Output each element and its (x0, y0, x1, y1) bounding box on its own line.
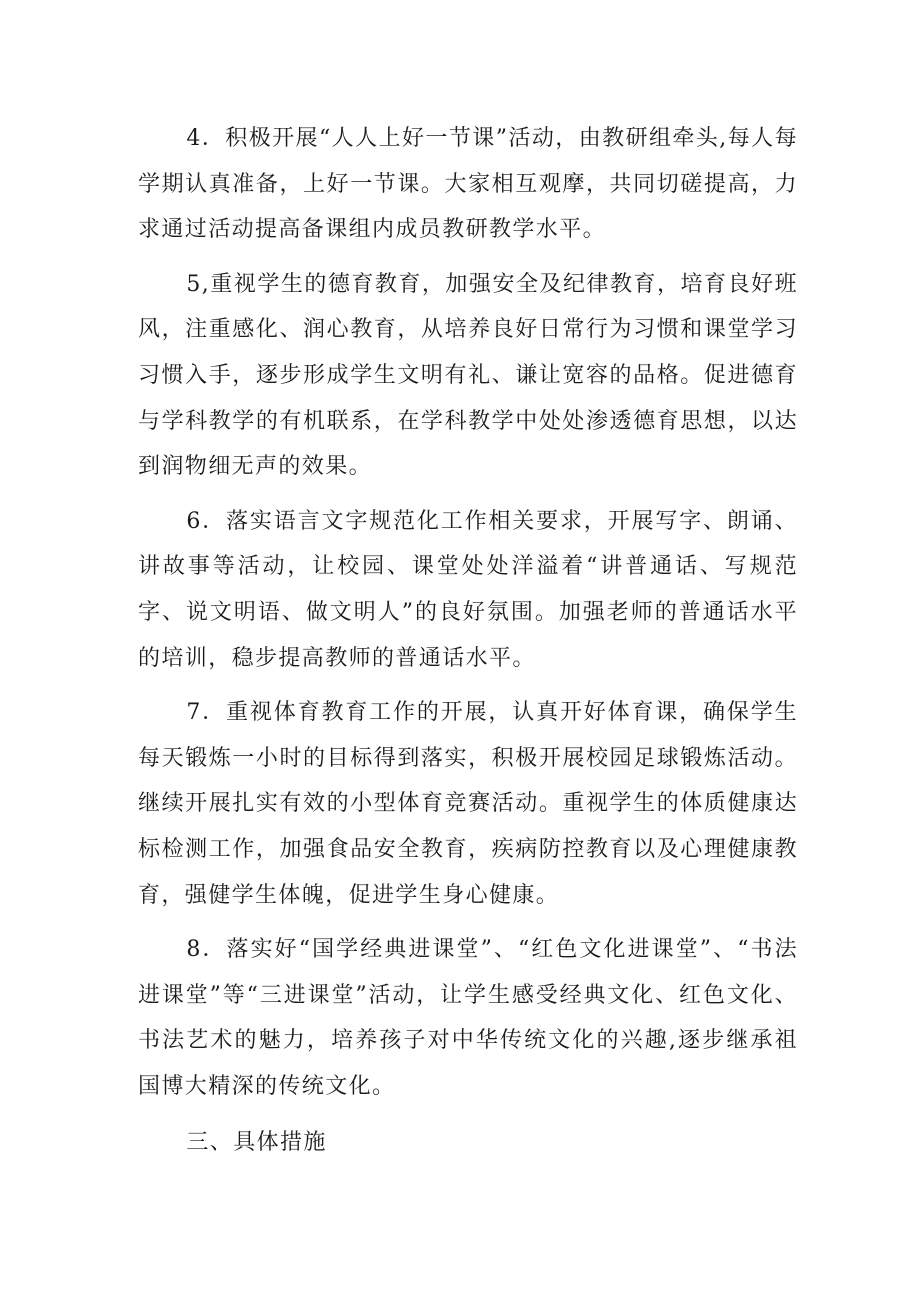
paragraph-item-4: 4．积极开展“人人上好一节课”活动，由教研组牵头,每人每学期认真准备，上好一节课。大家相互观摩，共同切磋提高，力求通过活动提高备课组内成员教研教学水平。 (138, 126, 798, 243)
paragraph-item-6: 6．落实语言文字规范化工作相关要求，开展写字、朗诵、讲故事等活动，让校园、课堂处处洋溢着“讲普通话、写规范字、说文明语、做文明人”的良好氛围。加强老师的普通话水平的培训，稳步提高教师的普通话水平。 (138, 508, 798, 671)
paragraph-item-7: 7．重视体育教育工作的开展，认真开好体育课，确保学生每天锻炼一小时的目标得到落实，积极开展校园足球锻炼活动。继续开展扎实有效的小型体育竞赛活动。重视学生的体质健康达标检测工作，加强食品安全教育，疾病防控教育以及心理健康教育，强健学生体魄，促进学生身心健康。 (138, 700, 798, 908)
paragraph-item-5: 5,重视学生的德育教育，加强安全及纪律教育，培育良好班风，注重感化、润心教育，从培养良好日常行为习惯和课堂学习习惯入手，逐步形成学生文明有礼、谦让宽容的品格。促进德育与学科教学的有机联系，在学科教学中处处渗透德育思想，以达到润物细无声的效果。 (138, 271, 798, 480)
document-body (138, 116, 798, 1166)
paragraph-item-8: 8．落实好“国学经典进课堂”、“红色文化进课堂”、“书法进课堂”等“三进课堂”活动，让学生感受经典文化、红色文化、书法艺术的魅力，培养孩子对中华传统文化的兴趣,逐步继承祖国博大精深的传统文化。 (138, 937, 798, 1099)
section-heading: 三、具体措施 (186, 1130, 327, 1156)
